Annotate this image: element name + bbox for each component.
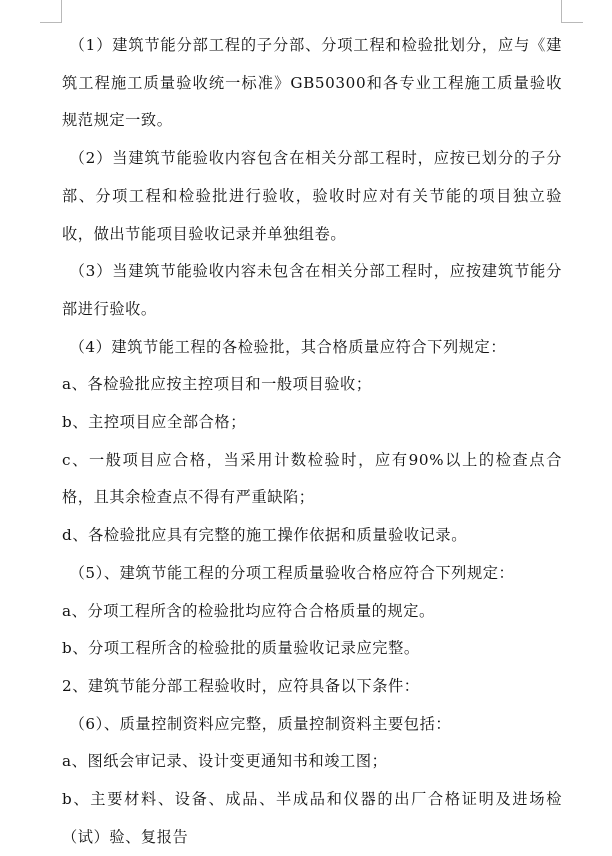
paragraph-2: （2）当建筑节能验收内容包含在相关分部工程时，应按已划分的子分部、分项工程和检验批进行验收，验收时应对有关节能的项目独立验收，做出节能项目验收记录并单独组卷。 — [62, 149, 562, 243]
paragraph-12: 2、建筑节能分部工程验收时，应符具备以下条件： — [62, 676, 420, 695]
paragraph-4: （4）建筑节能工程的各检验批，其合格质量应符合下列规定： — [69, 337, 507, 356]
paragraph-3: （3）当建筑节能验收内容未包含在相关分部工程时，应按建筑节能分部进行验收。 — [62, 262, 562, 318]
paragraph-7: c、一般项目应合格，当采用计数检验时，应有90%以上的检查点合格，且其余检查点不得有严重缺陷； — [62, 450, 562, 507]
paragraph-14: a、图纸会审记录、设计变更通知书和竣工图； — [62, 752, 388, 771]
paragraph-8: d、各检验批应具有完整的施工操作依据和质量验收记录。 — [62, 526, 468, 545]
document-body[interactable] — [62, 27, 562, 856]
crop-mark-top-left-vertical — [61, 0, 62, 22]
crop-mark-top-left-horizontal — [40, 22, 62, 23]
paragraph-5: a、各检验批应按主控项目和一般项目验收； — [62, 375, 372, 394]
paragraph-10: a、分项工程所含的检验批均应符合合格质量的规定。 — [62, 601, 435, 620]
paragraph-15: b、主要材料、设备、成品、半成品和仪器的出厂合格证明及进场检（试）验、复报告 — [62, 790, 562, 846]
paragraph-6: b、主控项目应全部合格； — [62, 413, 246, 432]
paragraph-11: b、分项工程所含的检验批的质量验收记录应完整。 — [62, 639, 420, 658]
crop-mark-top-right-vertical — [561, 0, 562, 22]
crop-mark-top-right-horizontal — [561, 22, 583, 23]
paragraph-13: （6）、质量控制资料应完整，质量控制资料主要包括： — [69, 714, 452, 733]
paragraph-9: （5）、建筑节能工程的分项工程质量验收合格应符合下列规定： — [69, 563, 515, 582]
paragraph-1: （1）建筑节能分部工程的子分部、分项工程和检验批划分，应与《建筑工程施工质量验收统一标准》GB50300和各专业工程施工质量验收规范规定一致。 — [62, 36, 562, 130]
